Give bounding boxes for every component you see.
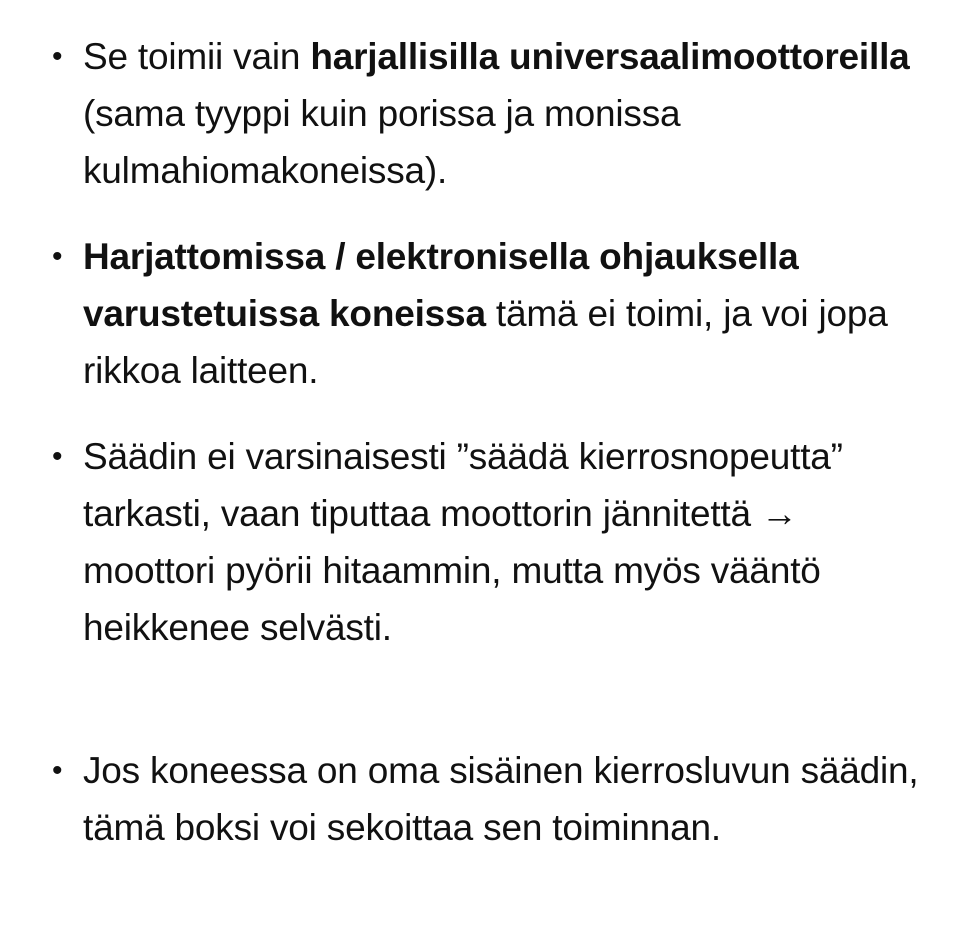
bullet-list xyxy=(0,28,960,942)
bullet-dot: • xyxy=(52,240,63,273)
item-text: tämä ei toimi, ja voi jopa rikkoa laitteen. xyxy=(83,293,888,391)
item-text-bold: Harjattomissa / elektronisella ohjauksella varustetuissa koneissa xyxy=(83,236,799,334)
list-item xyxy=(0,428,960,713)
bullet-dot: • xyxy=(52,40,63,73)
item-text: Se toimii vain xyxy=(83,36,311,77)
list-item xyxy=(0,742,960,913)
item-text-bold: harjallisilla universaalimoottoreilla xyxy=(310,36,910,77)
item-text: Jos koneessa on oma sisäinen kierrosluvun säädin, tämä boksi voi sekoittaa sen toiminnan. xyxy=(83,750,919,848)
list-item xyxy=(0,28,960,199)
list-item xyxy=(0,228,960,399)
item-text: Säädin ei varsinaisesti ”säädä kierrosnopeutta” tarkasti, vaan tiputtaa moottorin jännitettä → moottori pyörii hitaammin, mutta myös vääntö heikkenee selvästi. xyxy=(83,436,843,648)
item-text: (sama tyyppi kuin porissa ja monissa kulmahiomakoneissa). xyxy=(83,93,681,191)
bullet-dot: • xyxy=(52,754,63,787)
bullet-dot: • xyxy=(52,440,63,473)
